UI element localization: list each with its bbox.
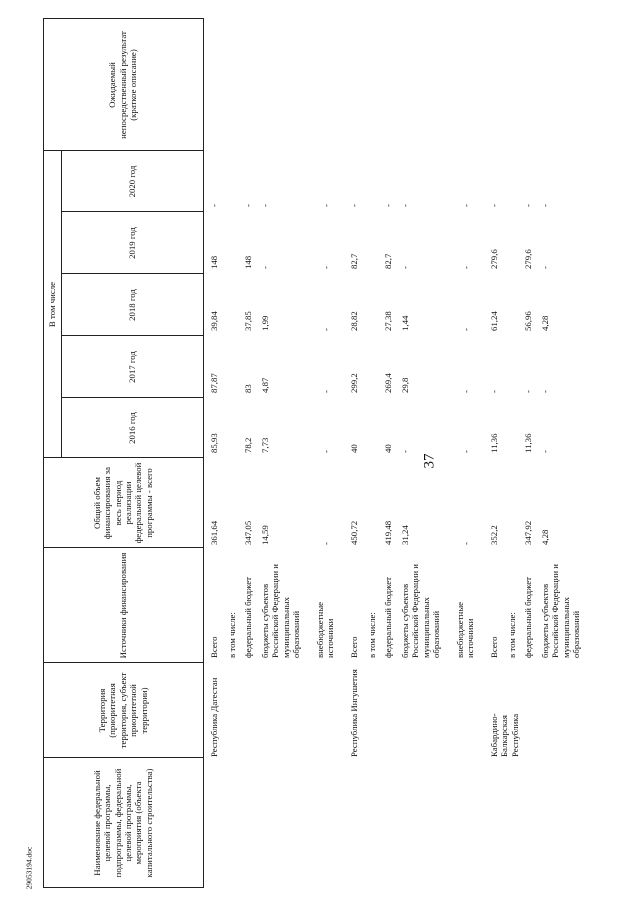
- value-2020: -: [383, 204, 393, 207]
- source-label: федеральный бюджет: [523, 577, 533, 658]
- value-2019: -: [461, 266, 471, 269]
- value-2020: -: [260, 204, 270, 207]
- total-value: 4,28: [540, 529, 550, 545]
- value-2017: -: [540, 390, 550, 393]
- header-program: Наименование федеральной целевой программы, подпрограммы, федеральной целевой программы, мероприятия (объекта капитального строительства): [91, 768, 154, 878]
- header-year-2017: 2017 год: [126, 351, 137, 383]
- value-2019: 148: [209, 255, 219, 269]
- value-2017: 299,2: [349, 373, 359, 393]
- region-name: Республика Дагестан: [209, 677, 219, 757]
- value-2020: -: [540, 204, 550, 207]
- value-2019: -: [321, 266, 331, 269]
- total-value: 14,59: [260, 525, 270, 545]
- value-2018: -: [461, 328, 471, 331]
- value-2018: 56,96: [523, 311, 533, 331]
- value-2018: 61,24: [489, 311, 499, 331]
- total-value: 31,24: [400, 525, 410, 545]
- value-2019: -: [540, 266, 550, 269]
- value-2019: 82,7: [349, 253, 359, 269]
- value-2016: 11,36: [523, 433, 533, 453]
- value-2017: 83: [243, 384, 253, 393]
- value-2020: -: [349, 204, 359, 207]
- header-year-2018: 2018 год: [126, 289, 137, 321]
- value-2016: 40: [349, 444, 359, 453]
- value-2016: -: [540, 450, 550, 453]
- header-territory: Территория (приоритетная территория, субъект приоритетной территории): [97, 672, 149, 749]
- value-2018: 37,85: [243, 311, 253, 331]
- value-2019: -: [260, 266, 270, 269]
- header-year-2019: 2019 год: [126, 227, 137, 259]
- value-2018: 1,44: [400, 315, 410, 331]
- value-2018: 28,82: [349, 311, 359, 331]
- total-value: 419,48: [383, 520, 393, 545]
- value-2020: -: [321, 204, 331, 207]
- value-2020: -: [243, 204, 253, 207]
- value-2020: -: [523, 204, 533, 207]
- source-label: в том числе:: [507, 612, 517, 658]
- header-year-2020: 2020 год: [126, 165, 137, 198]
- page-number: 37: [421, 453, 438, 469]
- value-2017: -: [523, 390, 533, 393]
- value-2016: 78,2: [243, 437, 253, 453]
- total-value: 361,64: [209, 520, 219, 545]
- source-label: бюджеты субъектов Российской Федерации и муниципальных образований: [260, 563, 302, 658]
- region-name: Кабардино-Балкарская Республика: [489, 713, 520, 757]
- value-2020: -: [489, 204, 499, 207]
- value-2018: 39,84: [209, 311, 219, 331]
- value-2016: 85,93: [209, 433, 219, 453]
- source-label: Всего: [209, 636, 219, 658]
- source-label: внебюджетные источники: [315, 601, 336, 658]
- total-value: 347,05: [243, 520, 253, 545]
- header-result: Ожидаемый непосредственный результат (краткое описание): [107, 31, 139, 139]
- value-2020: -: [461, 204, 471, 207]
- value-2018: -: [321, 328, 331, 331]
- value-2019: 279,6: [489, 249, 499, 269]
- total-value: 347,92: [523, 520, 533, 545]
- document-code: 29053194.doc: [24, 846, 34, 890]
- value-2020: -: [400, 204, 410, 207]
- value-2017: 29,8: [400, 377, 410, 393]
- source-label: федеральный бюджет: [383, 577, 393, 658]
- header-sources: Источники финансирования: [117, 552, 128, 659]
- source-label: бюджеты субъектов Российской Федерации и муниципальных образований: [400, 563, 442, 658]
- value-2018: 27,38: [383, 311, 393, 331]
- source-label: Всего: [489, 636, 499, 658]
- value-2016: -: [400, 450, 410, 453]
- value-2016: -: [321, 450, 331, 453]
- total-value: 450,72: [349, 520, 359, 545]
- value-2016: 11,36: [489, 433, 499, 453]
- header-total: Общий объем финансирования за весь период реализации федеральной целевой программы - всего: [91, 462, 154, 544]
- header-in-that-number: В том числе: [46, 281, 57, 328]
- source-label: Всего: [349, 636, 359, 658]
- source-label: бюджеты субъектов Российской Федерации и муниципальных образований: [540, 563, 582, 658]
- total-value: -: [461, 542, 471, 545]
- region-name: Республика Ингушетия: [349, 669, 359, 757]
- value-2016: 40: [383, 444, 393, 453]
- value-2016: -: [461, 450, 471, 453]
- value-2019: 279,6: [523, 249, 533, 269]
- value-2017: 87,87: [209, 373, 219, 393]
- value-2019: 82,7: [383, 253, 393, 269]
- value-2018: 4,28: [540, 315, 550, 331]
- value-2020: -: [209, 204, 219, 207]
- value-2017: 4,87: [260, 377, 270, 393]
- value-2018: 1,99: [260, 315, 270, 331]
- value-2017: -: [489, 390, 499, 393]
- header-year-2016: 2016 год: [126, 412, 137, 444]
- source-label: в том числе:: [367, 612, 377, 658]
- value-2019: -: [400, 266, 410, 269]
- value-2017: 269,4: [383, 373, 393, 393]
- table-viewport: [43, 18, 603, 888]
- financing-table: [43, 18, 603, 888]
- total-value: 352,2: [489, 525, 499, 545]
- source-label: в том числе:: [227, 612, 237, 658]
- source-label: федеральный бюджет: [243, 577, 253, 658]
- value-2017: -: [321, 390, 331, 393]
- header-bottom-border: [203, 18, 204, 888]
- value-2016: 7,73: [260, 437, 270, 453]
- source-label: внебюджетные источники: [455, 601, 476, 658]
- total-value: -: [321, 542, 331, 545]
- value-2017: -: [461, 390, 471, 393]
- value-2019: 148: [243, 255, 253, 269]
